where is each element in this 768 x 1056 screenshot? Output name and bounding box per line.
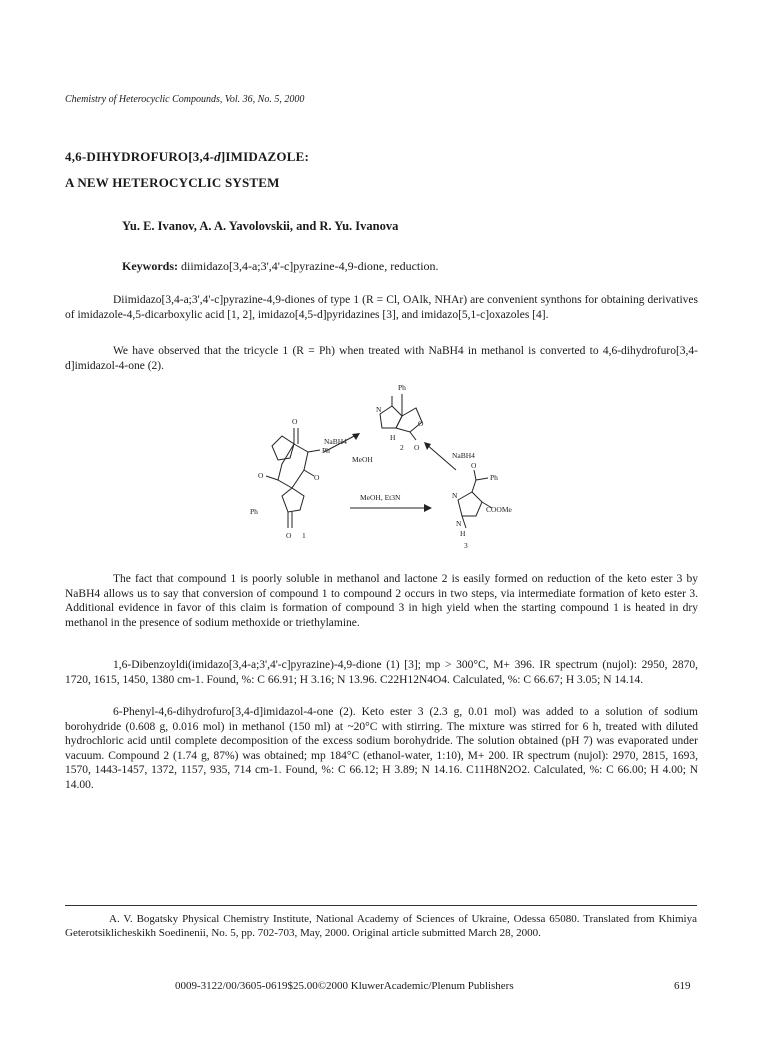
atom-o: O xyxy=(286,531,292,540)
reagent-meoh-et3n: MeOH, Et3N xyxy=(360,493,401,502)
atom-coome: COOMe xyxy=(486,505,512,514)
paragraph-compound-2 xyxy=(65,705,698,792)
paragraph-discussion xyxy=(65,572,698,630)
publisher-line: 0009-3122/00/3605-0619$25.00©2000 KluwerAcademic/Plenum Publishers xyxy=(175,980,514,992)
compound-2-imidazole xyxy=(380,406,402,428)
footnote-text: A. V. Bogatsky Physical Chemistry Institute, National Academy of Sciences of Ukraine, Odessa 65080. Translated from Khimiya Geterotsiklicheskikh Soedinenii, No. 5, pp. 702-703, May, 2000. Original article submitted March 28, 2000. xyxy=(65,913,697,939)
atom-ph: Ph xyxy=(250,507,258,516)
atom-n: N xyxy=(452,491,458,500)
reagent-nabh4-right: NaBH4 xyxy=(452,451,475,460)
compound-1-pyrazine xyxy=(278,444,308,488)
paragraph-text: The fact that compound 1 is poorly soluble in methanol and lactone 2 is easily formed on reduction of the keto ester 3 by NaBH4 allows us to say that conversion of compound 1 to compound 2 occurs in two steps, via intermediate formation of keto ester 3. Additional evidence in favor of this claim is formation of compound 3 in high yield when the starting compound 1 is heated in dry methanol in the presence of sodium methoxide or triethylamine. xyxy=(65,573,698,629)
paragraph-observation xyxy=(65,344,698,373)
solvent-meoh: MeOH xyxy=(352,455,373,464)
atom-n: N xyxy=(376,405,382,414)
keywords-text: diimidazo[3,4-a;3',4'-c]pyrazine-4,9-dione, reduction. xyxy=(181,259,439,273)
atom-o: O xyxy=(292,417,298,426)
article-title-line-2: A NEW HETEROCYCLIC SYSTEM xyxy=(65,175,280,190)
authors: Yu. E. Ivanov, A. A. Yavolovskii, and R. Yu. Ivanova xyxy=(122,219,399,233)
footnote-divider xyxy=(65,905,697,906)
atom-ph: Ph xyxy=(398,383,406,392)
atom-ph: Ph xyxy=(490,473,498,482)
page-number: 619 xyxy=(674,980,691,992)
compound-1-label: 1 xyxy=(302,531,306,540)
compound-2-label: 2 xyxy=(400,443,404,452)
atom-h: H xyxy=(460,529,466,538)
atom-o: O xyxy=(414,443,420,452)
keywords-label: Keywords: xyxy=(122,259,178,273)
paragraph-compound-1 xyxy=(65,658,698,687)
footnote xyxy=(65,912,697,940)
atom-ph: Ph xyxy=(322,446,330,455)
compound-3-label: 3 xyxy=(464,541,468,550)
paragraph-text: 1,6-Dibenzoyldi(imidazo[3,4-a;3',4'-c]pyrazine)-4,9-dione (1) [3]; mp > 300°C, M+ 396. IR spectrum (nujol): 2950, 2870, 1720, 1615, 1450, 1380 cm-1. Found, %: C 66.91; H 3.16; N 13.96. C22H12N4O4. Calculated, %: C 66.67; H 3.05; N 14.14. xyxy=(65,659,698,686)
article-title-line-1: 4,6-DIHYDROFURO[3,4-d]IMIDAZOLE: xyxy=(65,149,310,164)
compound-1-ring-bottom xyxy=(282,488,304,512)
reagent-nabh4-left: NaBH4 xyxy=(324,437,347,446)
atom-o: O xyxy=(471,461,477,470)
atom-o: O xyxy=(314,473,320,482)
atom-o: O xyxy=(258,471,264,480)
compound-3-imidazole xyxy=(458,492,482,516)
paragraph-text: We have observed that the tricycle 1 (R = Ph) when treated with NaBH4 in methanol is converted to 4,6-dihydrofuro[3,4-d]imidazol-4-one (2). xyxy=(65,345,698,372)
paragraph-text: Diimidazo[3,4-a;3',4'-c]pyrazine-4,9-diones of type 1 (R = Cl, OAlk, NHAr) are convenient synthons for obtaining derivatives of imidazole-4,5-dicarboxylic acid [1, 2], imidazo[4,5-d]pyridazines [3], and imidazo[5,1-c]oxazoles [4]. xyxy=(65,294,698,321)
compound-1-ring-top xyxy=(272,436,294,460)
atom-h: H xyxy=(390,433,396,442)
journal-header: Chemistry of Heterocyclic Compounds, Vol. 36, No. 5, 2000 xyxy=(65,94,305,105)
keywords xyxy=(122,259,439,274)
atom-n: N xyxy=(456,519,462,528)
paragraph-text: 6-Phenyl-4,6-dihydrofuro[3,4-d]imidazol-4-one (2). Keto ester 3 (2.3 g, 0.01 mol) was added to a solution of sodium borohydride (0.608 g, 0.016 mol) in methanol (150 ml) at ~20°C with stirring. The mixture was stirred for 6 h, treated with diluted hydrochloric acid until complete decomposition of the excess sodium borohydride. The solution obtained (pH 7) was evaporated under vacuum. Compound 2 (1.74 g, 87%) was obtained; mp 184°C (ethanol-water, 1:10), M+ 200. IR spectrum (nujol): 2970, 2815, 1693, 1570, 1443-1457, 1372, 1157, 935, 714 cm-1. Found, %: C 66.12; H 3.89; N 14.16. C11H8N2O2. Calculated, %: C 66.00; H 4.00; N 14.00. xyxy=(65,706,698,791)
reaction-scheme xyxy=(220,378,520,560)
atom-o: O xyxy=(418,419,424,428)
paragraph-intro xyxy=(65,293,698,322)
